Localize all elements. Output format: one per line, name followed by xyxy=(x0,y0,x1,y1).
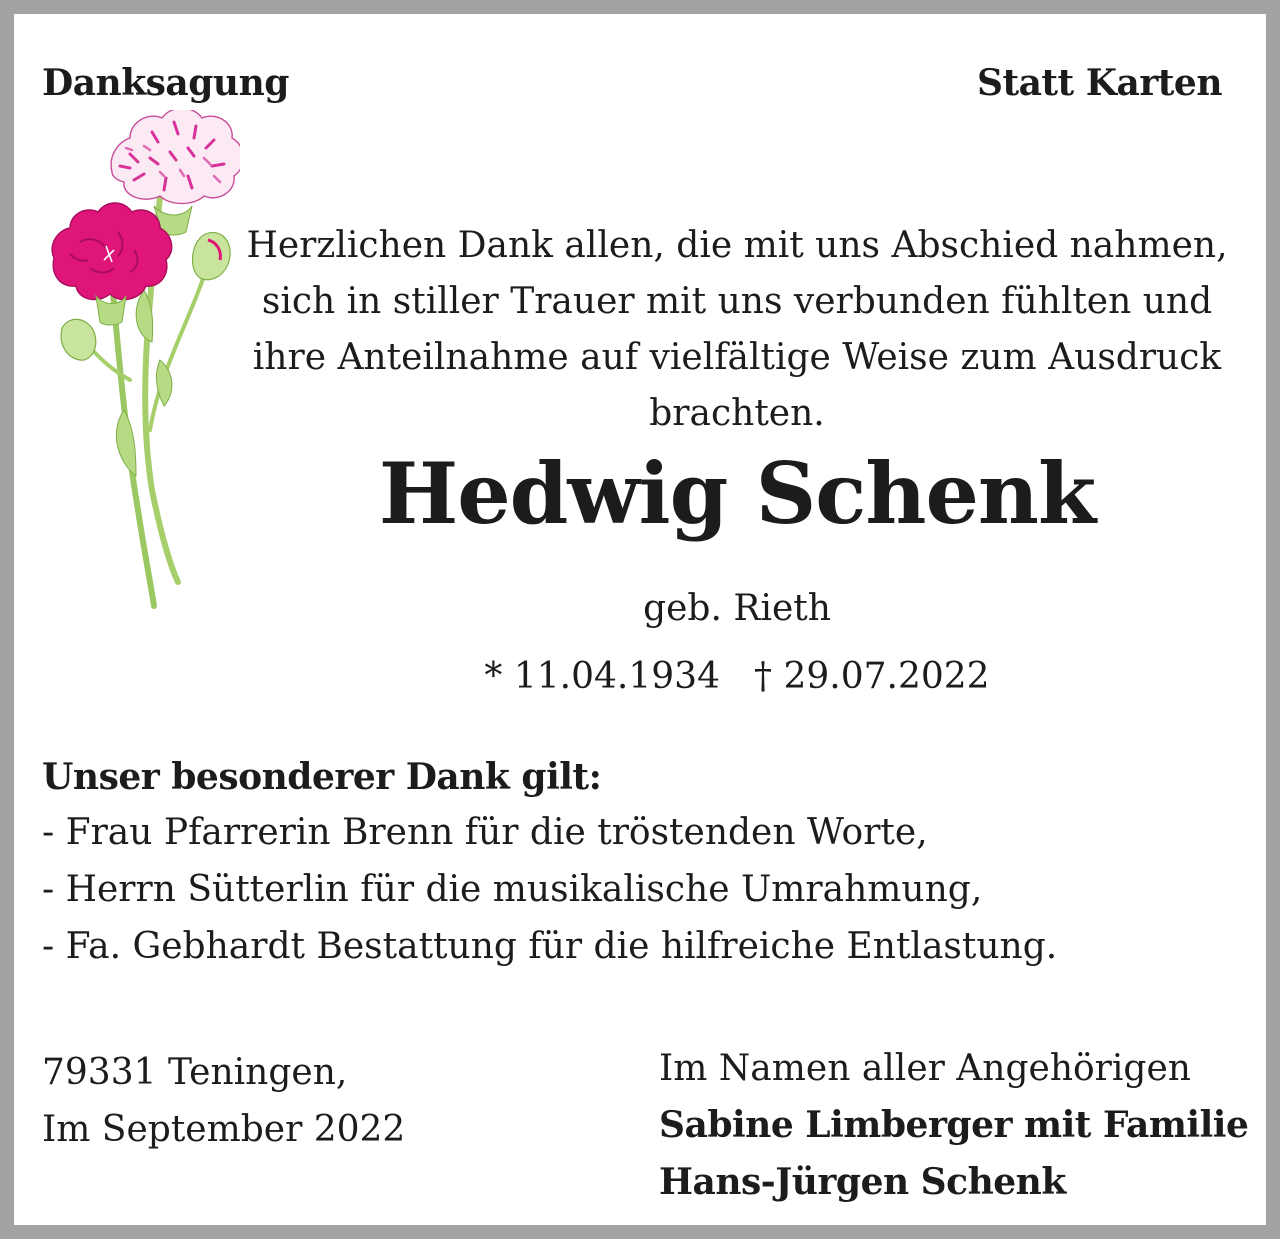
death-date: † 29.07.2022 xyxy=(754,656,990,697)
thanks-item: - Fa. Gebhardt Bestattung für die hilfreiche Entlastung. xyxy=(42,926,1058,967)
carnation-flowers-icon xyxy=(40,110,240,610)
birth-date: * 11.04.1934 xyxy=(484,656,720,697)
message-line: sich in stiller Trauer mit uns verbunden fühlten und xyxy=(261,281,1213,322)
place: 79331 Teningen, xyxy=(42,1052,348,1093)
place-date xyxy=(42,1044,405,1158)
deceased-name: Hedwig Schenk xyxy=(378,444,1096,543)
thank-you-message xyxy=(226,218,1248,442)
thanks-item: - Herrn Sütterlin für die musikalische Umrahmung, xyxy=(42,869,983,910)
message-line: brachten. xyxy=(649,393,825,434)
signers-intro: Im Namen aller Angehörigen xyxy=(659,1048,1191,1089)
thanks-item: - Frau Pfarrerin Brenn für die tröstenden Worte, xyxy=(42,812,928,853)
message-line: Herzlichen Dank allen, die mit uns Abschied nahmen, xyxy=(246,225,1228,266)
message-line: ihre Anteilnahme auf vielfältige Weise zum Ausdruck xyxy=(252,337,1222,378)
date: Im September 2022 xyxy=(42,1109,406,1150)
signer-name: Hans-Jürgen Schenk xyxy=(659,1161,1066,1203)
signer-name: Sabine Limberger mit Familie xyxy=(659,1104,1249,1146)
special-thanks-list xyxy=(42,804,1057,975)
header-danksagung: Danksagung xyxy=(42,62,289,104)
header-statt-karten: Statt Karten xyxy=(976,62,1222,104)
special-thanks-heading: Unser besonderer Dank gilt: xyxy=(42,756,602,798)
maiden-name: geb. Rieth xyxy=(643,588,831,629)
obituary-card xyxy=(14,14,1266,1225)
life-dates xyxy=(226,656,1248,697)
signers xyxy=(659,1040,1248,1211)
